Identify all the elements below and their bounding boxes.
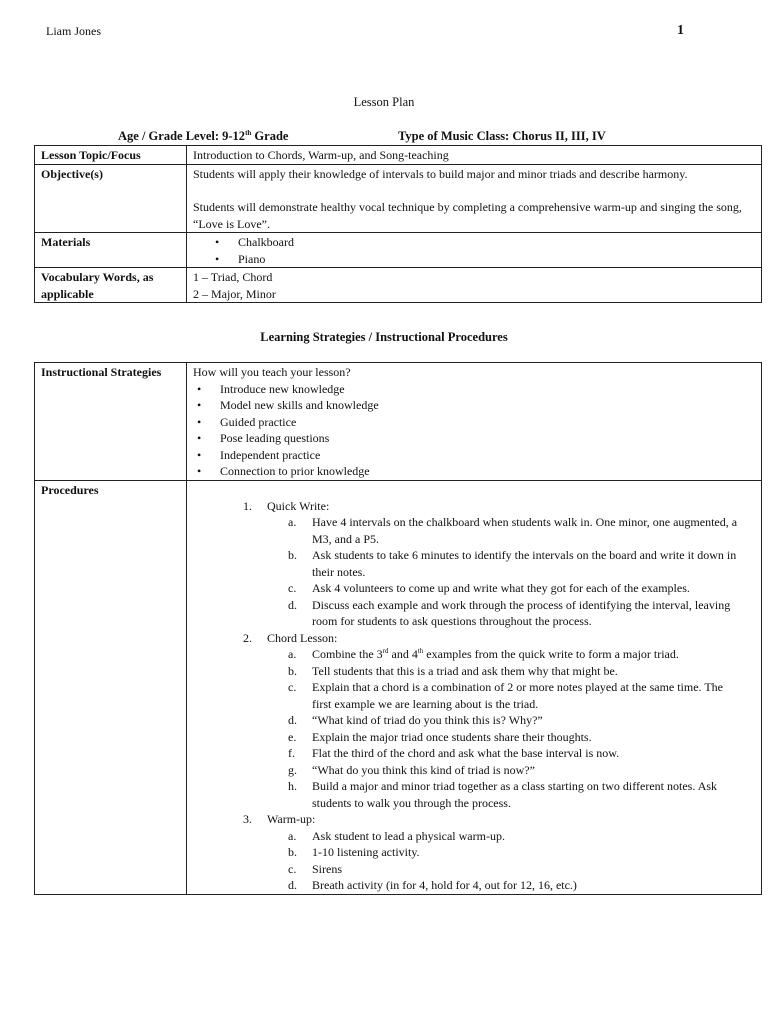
procedure-substep: b. Ask students to take 6 minutes to identify the intervals on the board and write it down in their notes. bbox=[288, 548, 737, 579]
vocab-row bbox=[35, 268, 762, 303]
objective-label: Objective(s) bbox=[35, 164, 187, 233]
list-item: • Connection to prior knowledge bbox=[193, 463, 755, 480]
objective-row bbox=[35, 164, 762, 233]
objective-paragraph: Students will demonstrate healthy vocal technique by completing a comprehensive warm-up and singing the song, “Love is Love”. bbox=[193, 200, 742, 231]
materials-value bbox=[187, 233, 762, 268]
list-item: • Model new skills and knowledge bbox=[193, 397, 755, 414]
materials-label: Materials bbox=[35, 233, 187, 268]
list-item: • Independent practice bbox=[193, 447, 755, 464]
materials-row bbox=[35, 233, 762, 268]
procedure-substep: c. Ask 4 volunteers to come up and write what they got for each of the examples. bbox=[288, 581, 690, 595]
list-item: • Piano bbox=[193, 251, 755, 268]
topic-row bbox=[35, 146, 762, 165]
procedure-substep: b. 1-10 listening activity. bbox=[288, 845, 420, 859]
procedure-step: 2. Chord Lesson: bbox=[243, 630, 338, 645]
overview-table bbox=[34, 145, 762, 303]
strategies-value bbox=[187, 363, 762, 481]
procedures-value bbox=[187, 480, 762, 894]
list-item: • Pose leading questions bbox=[193, 430, 755, 447]
procedure-step: 1. Quick Write: bbox=[243, 498, 330, 513]
topic-value: Introduction to Chords, Warm-up, and Song-teaching bbox=[187, 146, 762, 165]
procedure-substep: a. Combine the 3rd and 4th examples from the quick write to form a major triad. bbox=[288, 647, 679, 661]
procedure-substep: a. Have 4 intervals on the chalkboard when students walk in. One minor, one augmented, a M3, and a P5. bbox=[288, 515, 738, 546]
objective-value bbox=[187, 164, 762, 233]
procedure-substep: e. Explain the major triad once students share their thoughts. bbox=[288, 729, 592, 744]
page-number: 1 bbox=[677, 23, 684, 38]
objective-paragraph: Students will apply their knowledge of intervals to build major and minor triads and describe harmony. bbox=[193, 166, 688, 181]
list-item: 1 – Triad, Chord bbox=[193, 270, 273, 284]
strategies-question: How will you teach your lesson? bbox=[193, 365, 351, 379]
list-item: • Chalkboard bbox=[193, 234, 755, 251]
procedure-substep: d. Breath activity (in for 4, hold for 4, out for 12, 16, etc.) bbox=[288, 878, 577, 892]
strategies-label: Instructional Strategies bbox=[35, 363, 187, 481]
procedure-substep: d. Discuss each example and work through the process of identifying the interval, leaving room for students to ask questions throughout the process. bbox=[288, 597, 731, 628]
list-item: 2 – Major, Minor bbox=[193, 286, 276, 301]
procedures-table bbox=[34, 362, 762, 895]
topic-label: Lesson Topic/Focus bbox=[35, 146, 187, 165]
procedures-row bbox=[35, 480, 762, 894]
document-title: Lesson Plan bbox=[353, 95, 415, 109]
procedure-substep: c. Sirens bbox=[288, 861, 342, 876]
procedure-substep: b. Tell students that this is a triad and ask them why that might be. bbox=[288, 663, 618, 678]
strategies-row bbox=[35, 363, 762, 481]
procedure-substep: f. Flat the third of the chord and ask what the base interval is now. bbox=[288, 746, 620, 760]
vocab-value bbox=[187, 268, 762, 303]
procedure-substep: a. Ask student to lead a physical warm-up. bbox=[288, 828, 505, 843]
procedure-substep: d. “What kind of triad do you think this is? Why?” bbox=[288, 713, 543, 727]
procedure-substep: c. Explain that a chord is a combination of 2 or more notes played at the same time. The first example we are learning about is the triad. bbox=[288, 680, 723, 711]
procedure-step: 3. Warm-up: bbox=[243, 812, 316, 826]
list-item: • Guided practice bbox=[193, 414, 755, 431]
procedure-substep: g. “What do you think this kind of triad is now?” bbox=[288, 762, 535, 777]
grade-level: Age / Grade Level: 9-12th Grade bbox=[118, 128, 289, 143]
list-item: • Introduce new knowledge bbox=[193, 381, 755, 398]
vocab-label: Vocabulary Words, as applicable bbox=[35, 268, 187, 303]
procedure-substep: h. Build a major and minor triad together as a class starting on two different notes. Ask students to walk you through the process. bbox=[288, 779, 718, 810]
class-type: Type of Music Class: Chorus II, III, IV bbox=[398, 129, 606, 143]
section-heading: Learning Strategies / Instructional Procedures bbox=[260, 330, 508, 344]
header-author: Liam Jones bbox=[46, 24, 101, 38]
procedures-label: Procedures bbox=[35, 480, 187, 894]
